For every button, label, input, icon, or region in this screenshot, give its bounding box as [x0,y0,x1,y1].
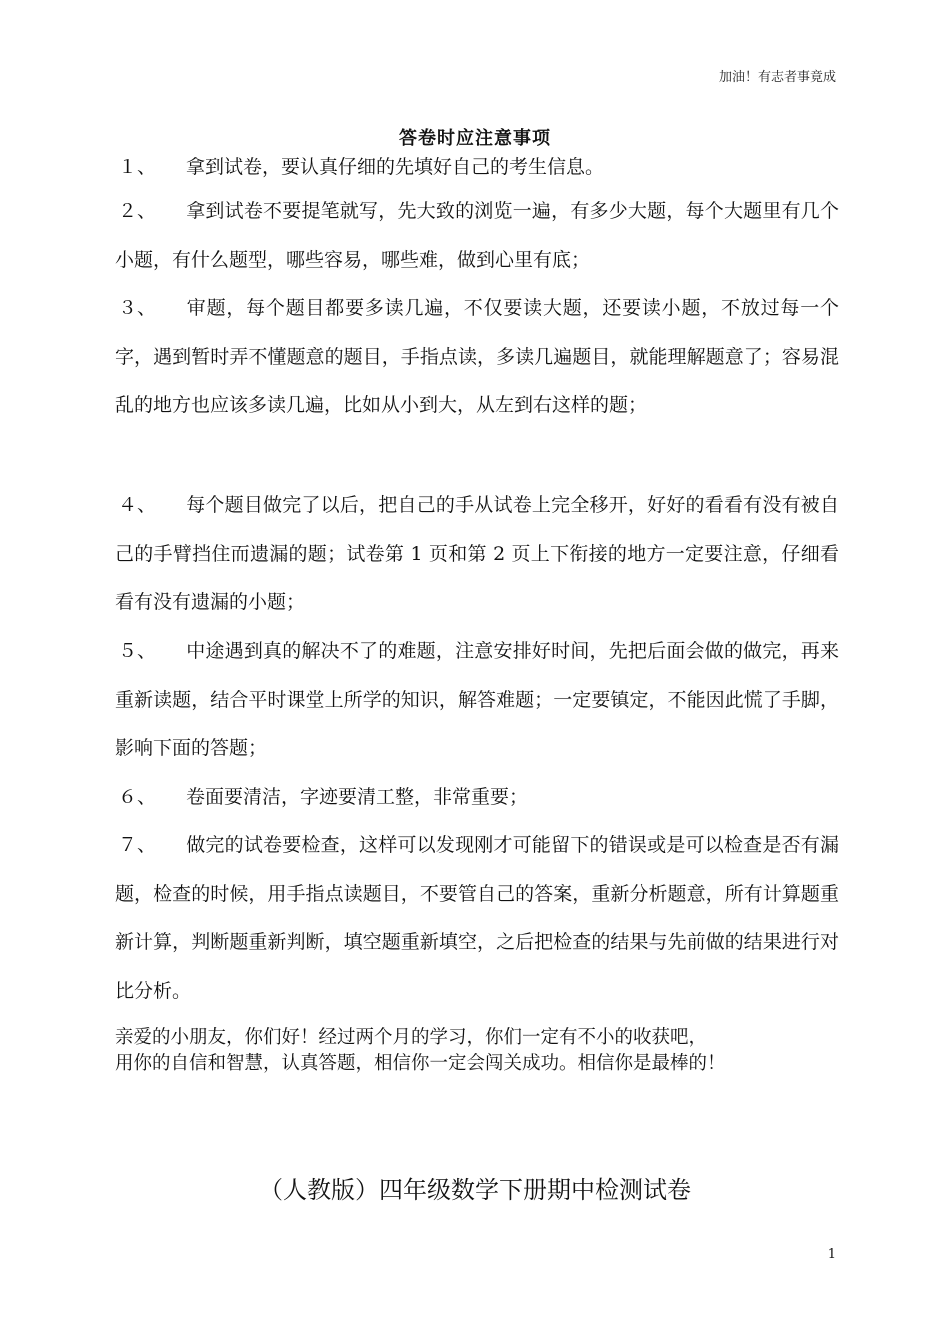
note-text: 做完的试卷要检查，这样可以发现刚才可能留下的错误或是可以检查是否有漏题，检查的时候，用手指点读题目，不要管自己的答案，重新分析题意，所有计算题重新计算，判断题重新判断，填空题重新填空，之后把检查的结果与先前做的结果进行对比分析。 [115,834,839,1002]
note-number: １、 [118,156,157,178]
exam-title: （人教版）四年级数学下册期中检测试卷 [259,1176,691,1204]
note-number: ３、 [118,297,157,319]
note-item-5 [115,627,839,773]
note-text: 卷面要清洁，字迹要清工整，非常重要； [186,786,529,808]
note-text: 拿到试卷不要提笔就写，先大致的浏览一遍，有多少大题，每个大题里有几个小题，有什么题型，哪些容易，哪些难，做到心里有底； [115,200,839,271]
note-item-1 [115,143,839,192]
intro-line: 用你的自信和智慧，认真答题，相信你一定会闯关成功。相信你是最棒的！ [115,1053,726,1074]
notes-title: 答卷时应注意事项 [399,128,551,149]
header-motto: 加油！有志者事竟成 [718,70,836,85]
note-number: ２、 [118,200,157,222]
note-item-6 [115,773,839,822]
intro-paragraph [115,1025,839,1077]
note-number: ６、 [118,786,157,808]
note-item-4 [115,481,839,627]
note-number: ４、 [118,494,157,516]
note-number: ５、 [118,640,157,662]
note-item-3 [115,284,839,430]
note-text: 审题，每个题目都要多读几遍，不仅要读大题，还要读小题，不放过每一个字，遇到暂时弄不懂题意的题目，手指点读，多读几遍题目，就能理解题意了；容易混乱的地方也应该多读几遍，比如从小到大，从左到右这样的题； [115,297,839,416]
note-item-2 [115,187,839,284]
page-number: 1 [827,1247,836,1262]
note-text: 每个题目做完了以后，把自己的手从试卷上完全移开，好好的看看有没有被自己的手臂挡住而遗漏的题；试卷第 1 页和第 2 页上下衔接的地方一定要注意，仔细看看有没有遗漏的小题； [115,494,839,613]
intro-line: 亲爱的小朋友，你们好！经过两个月的学习，你们一定有不小的收获吧， [115,1027,708,1048]
note-number: ７、 [118,834,157,856]
note-text: 拿到试卷，要认真仔细的先填好自己的考生信息。 [186,156,605,178]
note-text: 中途遇到真的解决不了的难题，注意安排好时间，先把后面会做的做完，再来重新读题，结合平时课堂上所学的知识，解答难题；一定要镇定，不能因此慌了手脚，影响下面的答题； [115,640,839,759]
note-item-7 [115,821,839,1015]
